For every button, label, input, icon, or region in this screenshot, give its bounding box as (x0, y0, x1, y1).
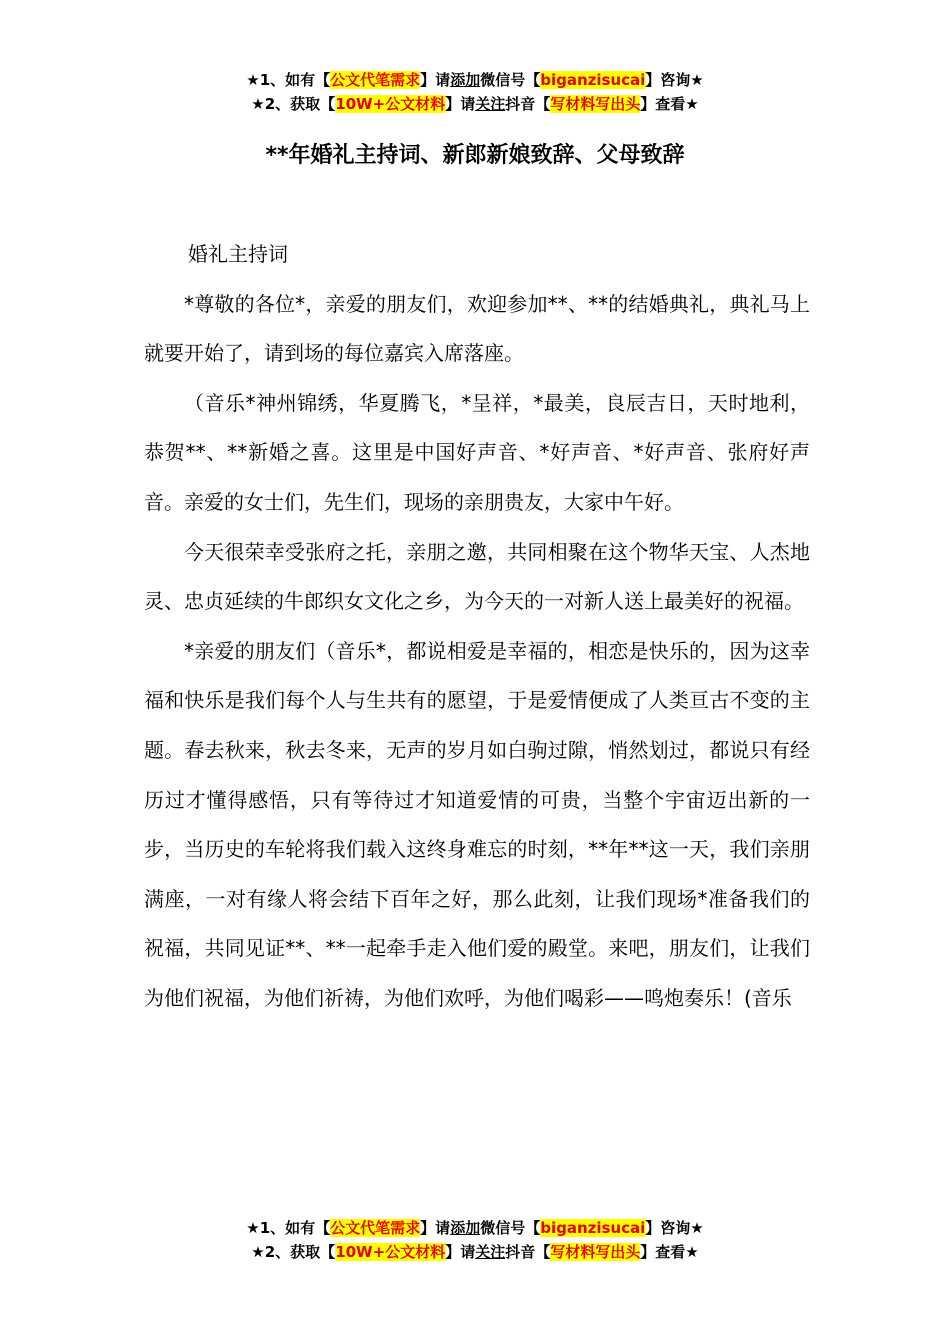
banner-line2-highlight-materials: 10W+公文材料 (335, 95, 446, 113)
paragraph: *尊敬的各位*，亲爱的朋友们，欢迎参加**、**的结婚典礼，典礼马上就要开始了，请到场的每位嘉宾入席落座。 (144, 291, 810, 366)
banner-line-1 (0, 68, 950, 92)
footer-line2-highlight-materials: 10W+公文材料 (335, 1243, 446, 1261)
banner-line2-underline: 关注 (475, 95, 506, 113)
footer-banner-line-1 (0, 1216, 950, 1240)
banner-line-2 (0, 92, 950, 116)
footer-line1-mid1: 】请 (420, 1219, 451, 1237)
banner-line1-suffix: 】咨询★ (645, 71, 704, 89)
paragraph: 今天很荣幸受张府之托，亲朋之邀，共同相聚在这个物华天宝、人杰地灵、忠贞延续的牛郎织女文化之乡，为今天的一对新人送上最美好的祝福。 (144, 539, 810, 614)
footer-line1-prefix: ★1、如有【 (246, 1219, 331, 1237)
footer-banner (0, 1216, 950, 1264)
banner-line2-highlight-douyin: 写材料写出头 (550, 95, 641, 113)
footer-line2-highlight-douyin: 写材料写出头 (550, 1243, 641, 1261)
footer-line2-suffix: 】查看★ (640, 1243, 699, 1261)
footer-line1-highlight-wechat: biganzisucai (540, 1219, 646, 1237)
banner-line1-mid1: 】请 (420, 71, 451, 89)
banner-line1-mid2: 微信号【 (480, 71, 541, 89)
banner-line1-highlight-service: 公文代笔需求 (330, 71, 421, 89)
document-body (144, 230, 810, 1024)
footer-line2-underline: 关注 (475, 1243, 506, 1261)
section-heading: 婚礼主持词 (188, 242, 288, 266)
document-title: **年婚礼主持词、新郎新娘致辞、父母致辞 (265, 143, 685, 168)
header-banner (0, 68, 950, 116)
footer-line2-mid2: 抖音【 (505, 1243, 551, 1261)
paragraph: *亲爱的朋友们（音乐*，都说相爱是幸福的，相恋是快乐的，因为这幸福和快乐是我们每个人与生共有的愿望，于是爱情便成了人类亘古不变的主题。春去秋来，秋去冬来，无声的岁月如白驹过隙，悄然划过，都说只有经历过才懂得感悟，只有等待过才知道爱情的可贵，当整个宇宙迈出新的一步，当历史的车轮将我们载入这终身难忘的时刻，**年**这一天，我们亲朋满座，一对有缘人将会结下百年之好，那么此刻，让我们现场*准备我们的祝福，共同见证**、**一起牵手走入他们爱的殿堂。来吧，朋友们，让我们为他们祝福，为他们祈祷，为他们欢呼，为他们喝彩——鸣炮奏乐！(音乐 (144, 638, 810, 1010)
banner-line1-underline: 添加 (450, 71, 481, 89)
paragraph: （音乐*神州锦绣，华夏腾飞，*呈祥，*最美，良辰吉日，天时地利，恭贺**、**新婚之喜。这里是中国好声音、*好声音、*好声音、张府好声音。亲爱的女士们，先生们，现场的亲朋贵友，大家中午好。 (144, 390, 810, 514)
banner-line2-prefix: ★2、获取【 (251, 95, 336, 113)
banner-line1-prefix: ★1、如有【 (246, 71, 331, 89)
banner-line2-suffix: 】查看★ (640, 95, 699, 113)
footer-banner-line-2 (0, 1240, 950, 1264)
footer-line1-highlight-service: 公文代笔需求 (330, 1219, 421, 1237)
banner-line2-mid1: 】请 (445, 95, 476, 113)
footer-line1-underline: 添加 (450, 1219, 481, 1237)
banner-line2-mid2: 抖音【 (505, 95, 551, 113)
footer-line2-prefix: ★2、获取【 (251, 1243, 336, 1261)
banner-line1-highlight-wechat: biganzisucai (540, 71, 646, 89)
footer-line1-mid2: 微信号【 (480, 1219, 541, 1237)
footer-line2-mid1: 】请 (445, 1243, 476, 1261)
footer-line1-suffix: 】咨询★ (645, 1219, 704, 1237)
